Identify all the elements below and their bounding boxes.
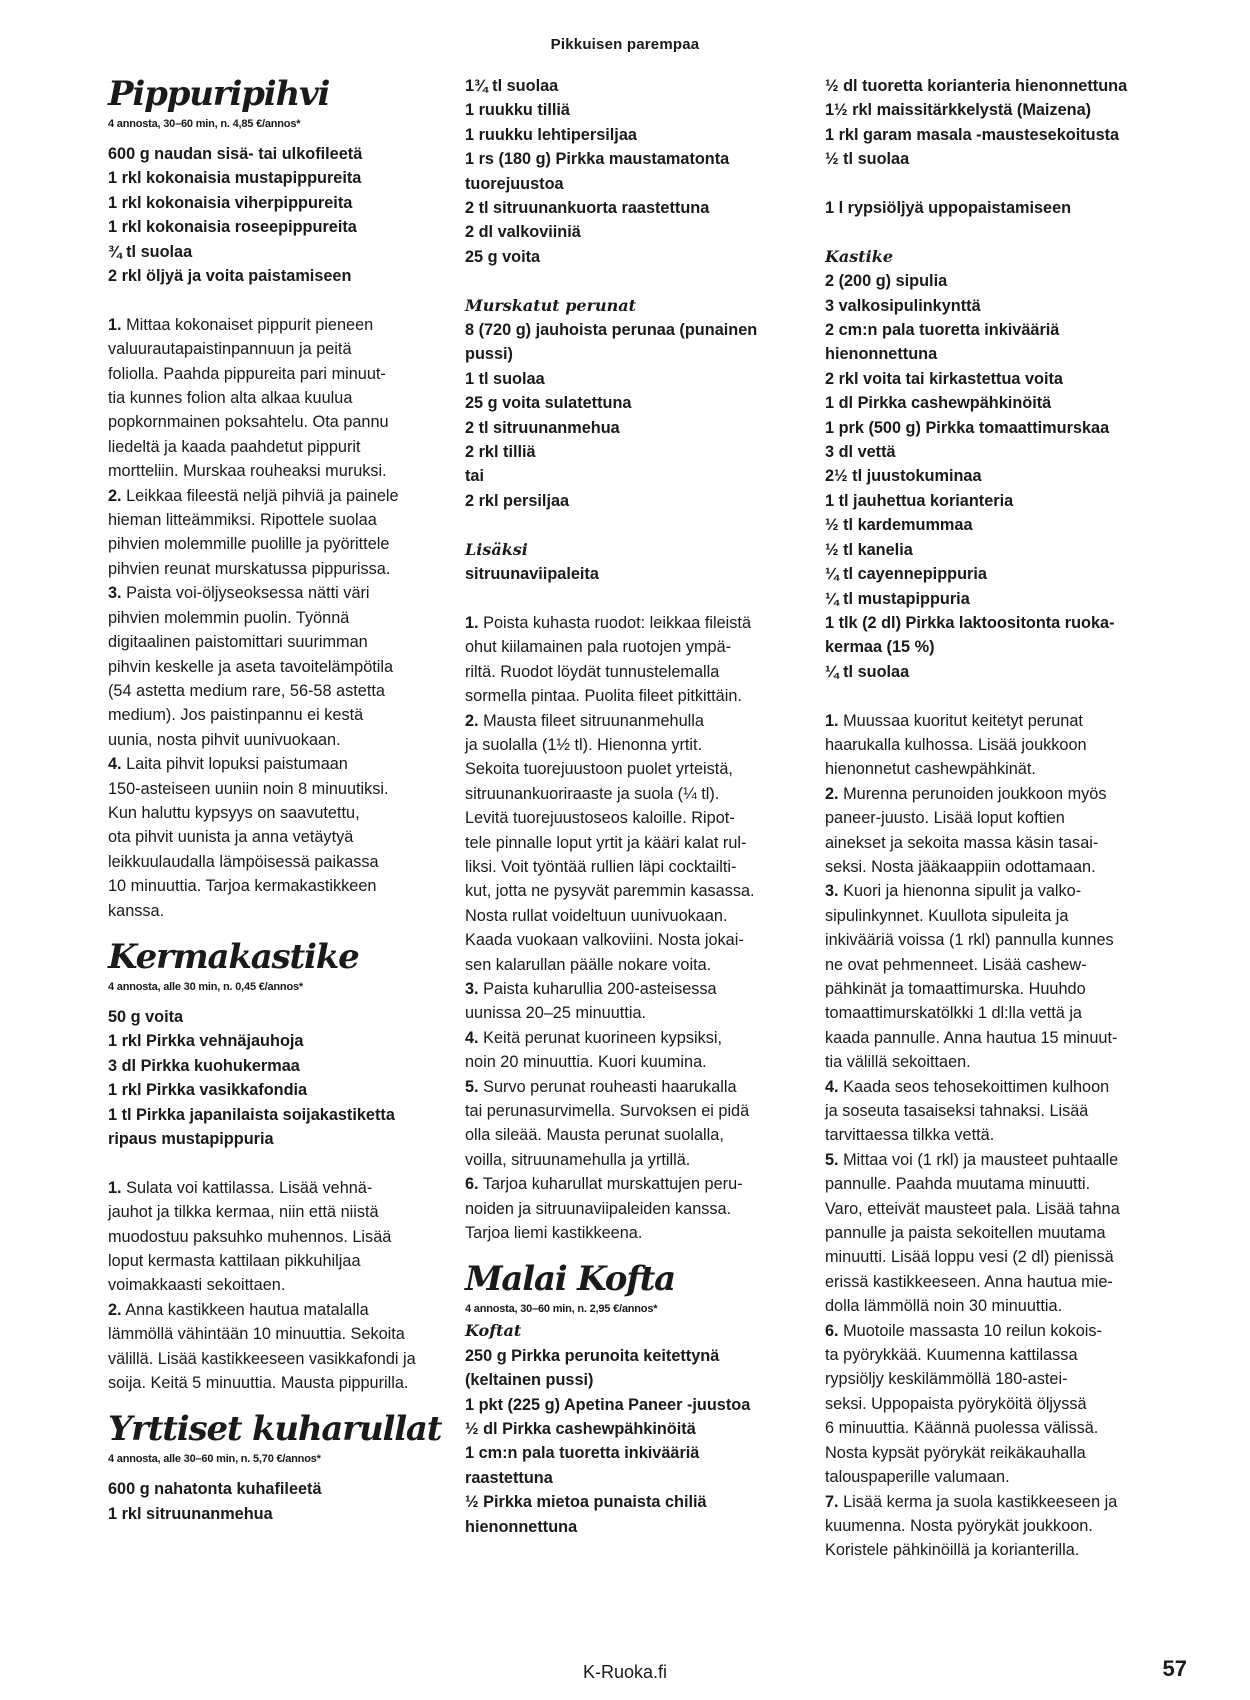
method-line: 5. Mittaa voi (1 rkl) ja mausteet puhtaalle (825, 1150, 1119, 1169)
method-line: rypsiöljy keskilämmöllä 180-astei- (825, 1370, 1068, 1389)
method-line: foliolla. Paahda pippureita pari minuut- (108, 364, 386, 383)
ingredient-line: ½ Pirkka mietoa punaista chiliä (465, 1493, 707, 1512)
method-line: ja suolalla (1½ tl). Hienonna yrtit. (465, 735, 703, 754)
method-line: välillä. Lisää kastikkeeseen vasikkafondi ja (108, 1349, 416, 1368)
step-number: 2. (465, 711, 479, 730)
recipe-meta: 4 annosta, alle 30–60 min, n. 5,70 €/annos* (108, 1453, 321, 1466)
ingredient-line: hienonnettuna (465, 1517, 578, 1536)
step-number: 3. (825, 882, 839, 901)
ingredient-line: 1¾ tl suolaa (465, 77, 559, 95)
method-line: mortteliin. Murskaa rouheaksi muruksi. (108, 462, 387, 481)
ingredient-line: 1 cm:n pala tuoretta inkivääriä (465, 1444, 700, 1463)
method-line: uunia, nosta pihvit uunivuokaan. (108, 730, 341, 749)
ingredient-line: 250 g Pirkka perunoita keitettynä (465, 1346, 720, 1365)
method-line: erissä kastikkeeseen. Anna hautua mie- (825, 1272, 1113, 1291)
ingredient-line: tai (465, 467, 485, 486)
step-number: 5. (465, 1077, 479, 1096)
ingredient-line: 1 rs (180 g) Pirkka maustamatonta (465, 150, 730, 169)
recipe-subheading: Kastike (825, 246, 894, 266)
method-line: hienonnetut cashewpähkinät. (825, 760, 1036, 779)
method-line: noin 20 minuuttia. Kuori kuumina. (465, 1053, 707, 1072)
ingredient-line: hienonnettuna (825, 345, 938, 364)
method-line: kuumenna. Nosta pyörykät joukkoon. (825, 1516, 1093, 1535)
spacer (108, 134, 443, 142)
ingredient-line: 2 rkl öljyä ja voita paistamiseen (108, 267, 352, 286)
spacer (465, 513, 800, 537)
ingredient-line: 2 (200 g) sipulia (825, 272, 948, 291)
method-line: kaada pannulle. Anna hautua 15 minuut- (825, 1028, 1118, 1047)
ingredient-line: ¼ tl suolaa (825, 662, 910, 681)
step-number: 7. (825, 1492, 839, 1511)
method-line: Nosta rullat voideltuun uunivuokaan. (465, 906, 728, 925)
method-line: olla sileää. Mausta perunat suolalla, (465, 1126, 724, 1145)
method-line: ota pihvit uunista ja anna vetäytyä (108, 828, 354, 847)
column-middle (465, 74, 800, 1539)
method-line: pihvien molemmin puolin. Työnnä (108, 608, 350, 627)
method-line: 6 minuuttia. Käännä puolessa välissä. (825, 1419, 1099, 1438)
method-line: 2. Mausta fileet sitruunanmehulla (465, 711, 704, 730)
ingredient-line: 1 ruukku tilliä (465, 101, 570, 120)
ingredient-line: 1 tl suolaa (465, 369, 545, 388)
method-line: sipulinkynnet. Kuullota sipuleita ja (825, 906, 1069, 925)
method-line: ne ovat pehmenneet. Lisää cashew- (825, 955, 1087, 974)
ingredient-line: 1 rkl garam masala -maustesekoitusta (825, 125, 1120, 144)
method-line: voilla, sitruunamehulla ja yrtillä. (465, 1150, 691, 1169)
method-line: kut, jotta ne pysyvät paremmin kasassa. (465, 882, 755, 901)
method-line: tarvittaessa tilkka vettä. (825, 1126, 995, 1145)
ingredient-line: ¼ tl mustapippuria (825, 589, 970, 608)
method-line: 1. Sulata voi kattilassa. Lisää vehnä- (108, 1178, 373, 1197)
recipe-meta: 4 annosta, alle 30 min, n. 0,45 €/annos* (108, 980, 303, 993)
spacer (108, 1395, 443, 1409)
step-number: 2. (825, 784, 839, 803)
method-line: ta pyörykkää. Kuumenna kattilassa (825, 1346, 1078, 1365)
method-line: pihvien reunat murskatussa pippurissa. (108, 559, 391, 578)
step-number: 6. (465, 1175, 479, 1194)
method-line: sen kalarullan päälle nokare voita. (465, 955, 712, 974)
method-line: uunissa 20–25 minuuttia. (465, 1004, 647, 1023)
ingredient-line: 2½ tl juustokuminaa (825, 467, 982, 486)
ingredient-line: 25 g voita sulatettuna (465, 394, 632, 413)
ingredient-line: ½ tl suolaa (825, 150, 910, 169)
method-line: Sekoita tuorejuustoon puolet yrteistä, (465, 760, 733, 779)
method-line: 10 minuuttia. Tarjoa kermakastikkeen (108, 877, 377, 896)
method-line: jauhot ja tilkka kermaa, niin että niistä (108, 1203, 379, 1222)
recipe-subheading: Lisäksi (465, 539, 528, 559)
method-line: 1. Muussaa kuoritut keitetyt perunat (825, 711, 1083, 730)
method-line: voimakkaasti sekoittaen. (108, 1276, 286, 1295)
method-line: minuutti. Lisää loppu vesi (2 dl) pienissä (825, 1248, 1114, 1267)
method-line: tai perunasurvimella. Survoksen ei pidä (465, 1102, 750, 1121)
ingredient-line: 2 cm:n pala tuoretta inkivääriä (825, 321, 1060, 340)
ingredient-line: 1 rkl kokonaisia roseepippureita (108, 218, 357, 237)
column-left (108, 74, 443, 1526)
method-line: Kun haluttu kypsyys on saavutettu, (108, 803, 360, 822)
ingredient-line: ½ dl tuoretta korianteria hienonnettuna (825, 77, 1128, 95)
step-number: 2. (108, 1300, 122, 1319)
ingredient-line: 2 rkl tilliä (465, 443, 536, 462)
ingredient-line: 1 tlk (2 dl) Pirkka laktoositonta ruoka- (825, 613, 1115, 632)
recipe-title: Yrttiset kuharullat (108, 1409, 442, 1450)
method-line: 2. Anna kastikkeen hautua matalalla (108, 1300, 369, 1319)
method-line: 3. Paista voi-öljyseoksessa nätti väri (108, 584, 370, 603)
recipe-meta: 4 annosta, 30–60 min, n. 4,85 €/annos* (108, 118, 301, 130)
ingredient-line: 600 g nahatonta kuhafileetä (108, 1480, 322, 1499)
ingredient-line: 1 ruukku lehtipersiljaa (465, 125, 637, 144)
spacer (465, 587, 800, 611)
method-line: 5. Survo perunat rouheasti haarukalla (465, 1077, 737, 1096)
method-line: Nosta kypsät pyörykät reikäkauhalla (825, 1443, 1086, 1462)
step-number: 3. (465, 979, 479, 998)
step-number: 1. (108, 315, 122, 334)
method-line: dolla lämmöllä noin 30 minuuttia. (825, 1297, 1063, 1316)
method-line: 1. Mittaa kokonaiset pippurit pieneen (108, 315, 374, 334)
method-line: Levitä tuorejuustoseos kaloille. Ripot- (465, 809, 735, 828)
ingredient-line: 1 tl Pirkka japanilaista soijakastiketta (108, 1105, 395, 1124)
recipe-subheading: Koftat (465, 1321, 522, 1341)
step-number: 4. (825, 1077, 839, 1096)
method-line: 3. Kuori ja hienonna sipulit ja valko- (825, 882, 1082, 901)
spacer (108, 1151, 443, 1175)
recipe-meta: 4 annosta, 30–60 min, n. 2,95 €/annos* (465, 1303, 658, 1316)
ingredient-line: 1 dl Pirkka cashewpähkinöitä (825, 394, 1052, 413)
ingredient-line: 1 pkt (225 g) Apetina Paneer -juustoa (465, 1395, 751, 1414)
method-line: inkivääriä voissa (1 rkl) pannulla kunnes (825, 931, 1114, 950)
method-line: liedeltä ja kaada paahdetut pippurit (108, 437, 361, 456)
ingredient-line: kermaa (15 %) (825, 638, 935, 657)
method-line: pannulle. Paahda muutama minuutti. (825, 1175, 1091, 1194)
method-line: 6. Muotoile massasta 10 reilun kokois- (825, 1321, 1102, 1340)
ingredient-line: (keltainen pussi) (465, 1371, 594, 1390)
ingredient-line: 2 rkl persiljaa (465, 491, 570, 510)
spacer (825, 684, 1160, 708)
method-line: pähkinät ja tomaattimurska. Huuhdo (825, 979, 1086, 998)
step-number: 1. (108, 1178, 122, 1197)
ingredient-line: 8 (720 g) jauhoista perunaa (punainen (465, 321, 758, 340)
method-line: talouspaperille valumaan. (825, 1468, 1010, 1487)
ingredient-line: pussi) (465, 345, 513, 364)
ingredient-line: 1 rkl kokonaisia mustapippureita (108, 169, 362, 188)
method-line: 4. Laita pihvit lopuksi paistumaan (108, 755, 348, 774)
method-line: liksi. Voit työntää rullien läpi cocktailti- (465, 857, 737, 876)
footer-site: K-Ruoka.fi (582, 1662, 668, 1682)
ingredient-line: ¾ tl suolaa (108, 242, 193, 261)
method-line: soija. Keitä 5 minuuttia. Mausta pippurilla. (108, 1374, 409, 1393)
ingredient-line: ½ tl kardemummaa (825, 516, 973, 535)
ingredient-line: 25 g voita (465, 247, 541, 266)
method-line: haarukalla kulhossa. Lisää joukkoon (825, 735, 1087, 754)
method-line: tia välillä sekoittaen. (825, 1053, 971, 1072)
method-line: leikkuulaudalla lämpöisessä paikassa (108, 852, 379, 871)
recipe-title: Malai Kofta (465, 1259, 676, 1300)
method-line: tomaattimurskatölkki 1 dl:lla vettä ja (825, 1004, 1082, 1023)
ingredient-line: 3 dl Pirkka kuohukermaa (108, 1056, 300, 1075)
ingredient-line: sitruunaviipaleita (465, 565, 599, 584)
method-line: Tarjoa liemi kastikkeena. (465, 1224, 643, 1243)
spacer (825, 172, 1160, 196)
method-line: 2. Murenna perunoiden joukkoon myös (825, 784, 1107, 803)
spacer (465, 269, 800, 293)
method-line: 7. Lisää kerma ja suola kastikkeeseen ja (825, 1492, 1118, 1511)
ingredient-line: ½ dl Pirkka cashewpähkinöitä (465, 1420, 696, 1439)
ingredient-line: 1 rkl kokonaisia viherpippureita (108, 193, 353, 212)
ingredient-line: raastettuna (465, 1468, 553, 1487)
method-line: muodostuu paksuhko muhennos. Lisää (108, 1227, 392, 1246)
spacer (108, 923, 443, 937)
method-line: 150-asteiseen uuniin noin 8 minuutiksi. (108, 779, 389, 798)
recipe-title: Pippuripihvi (108, 74, 330, 114)
ingredient-line: 1 rkl Pirkka vasikkafondia (108, 1081, 308, 1100)
method-line: pannulle ja paista sekoitellen muutama (825, 1224, 1106, 1243)
ingredient-line: 1 l rypsiöljyä uppopaistamiseen (825, 199, 1072, 218)
ingredient-line: 3 dl vettä (825, 443, 896, 462)
method-line: 4. Kaada seos tehosekoittimen kulhoon (825, 1077, 1110, 1096)
method-line: Kaada vuokaan valkoviini. Nosta jokai- (465, 931, 744, 950)
ingredient-line: 1 rkl sitruunanmehua (108, 1504, 273, 1523)
ingredient-line: ½ tl kanelia (825, 540, 913, 559)
method-line: digitaalinen paistomittari suurimman (108, 633, 368, 652)
ingredient-line: ripaus mustapippuria (108, 1130, 274, 1149)
ingredient-line: 2 dl valkoviiniä (465, 223, 581, 242)
method-line: tia kunnes folion alta alkaa kuulua (108, 389, 353, 408)
method-line: valuurautapaistinpannuun ja peitä (108, 340, 352, 359)
ingredient-line: 1 rkl Pirkka vehnäjauhoja (108, 1032, 304, 1051)
recipe-subheading: Murskatut perunat (465, 295, 637, 315)
spacer (465, 1245, 800, 1259)
method-line: paneer-juusto. Lisää loput koftien (825, 809, 1065, 828)
step-number: 1. (465, 613, 479, 632)
step-number: 3. (108, 584, 122, 603)
ingredient-line: 2 rkl voita tai kirkastettua voita (825, 369, 1063, 388)
column-right (825, 74, 1160, 1563)
page-header: Pikkuisen parempaa (550, 36, 700, 53)
ingredient-line: 1 prk (500 g) Pirkka tomaattimurskaa (825, 418, 1110, 437)
method-line: 4. Keitä perunat kuorineen kypsiksi, (465, 1028, 723, 1047)
method-line: (54 astetta medium rare, 56-58 astetta (108, 681, 385, 700)
method-line: pihvien molemmille puolille ja pyörittele (108, 535, 390, 554)
method-line: kanssa. (108, 901, 165, 920)
spacer (825, 220, 1160, 244)
ingredient-line: 50 g voita (108, 1007, 184, 1026)
method-line: riltä. Ruodot löydät tunnustelemalla (465, 662, 720, 681)
method-line: 6. Tarjoa kuharullat murskattujen peru- (465, 1175, 743, 1194)
step-number: 5. (825, 1150, 839, 1169)
spacer (108, 997, 443, 1005)
ingredient-line: 1½ rkl maissitärkkelystä (Maizena) (825, 101, 1092, 120)
method-line: lämmöllä vähintään 10 minuuttia. Sekoita (108, 1325, 405, 1344)
method-line: popkornmainen poksahtelu. Ota pannu (108, 413, 389, 432)
method-line: hieman litteämmiksi. Ripottele suolaa (108, 511, 377, 530)
method-line: pihvin keskelle ja aseta tavoitelämpötila (108, 657, 394, 676)
ingredient-line: 3 valkosipulinkynttä (825, 296, 981, 315)
method-line: ohut kiilamainen pala ruotojen ympä- (465, 638, 732, 657)
ingredient-line: 600 g naudan sisä- tai ulkofileetä (108, 145, 363, 163)
step-number: 6. (825, 1321, 839, 1340)
method-line: Varo, etteivät mausteet pala. Lisää tahna (825, 1199, 1120, 1218)
step-number: 4. (108, 755, 122, 774)
method-line: seksi. Nosta jääkaappiin odottamaan. (825, 857, 1096, 876)
step-number: 2. (108, 486, 122, 505)
method-line: 1. Poista kuhasta ruodot: leikkaa fileistä (465, 613, 752, 632)
ingredient-line: tuorejuustoa (465, 174, 564, 193)
method-line: medium). Jos paistinpannu ei kestä (108, 706, 364, 725)
method-line: Koristele pähkinöillä ja korianterilla. (825, 1541, 1080, 1560)
ingredient-line: 1 tl jauhettua korianteria (825, 491, 1014, 510)
spacer (108, 288, 443, 312)
ingredient-line: 2 tl sitruunanmehua (465, 418, 620, 437)
ingredient-line: ¼ tl cayennepippuria (825, 565, 987, 584)
recipe-title: Kermakastike (108, 936, 359, 977)
method-line: noiden ja sitruunaviipaleiden kanssa. (465, 1199, 732, 1218)
method-line: loput kermasta kattilaan pikkuhiljaa (108, 1252, 361, 1271)
method-line: sormella pintaa. Puolita fileet pitkittäin. (465, 687, 742, 706)
step-number: 1. (825, 711, 839, 730)
method-line: seksi. Uppopaista pyöryköitä öljyssä (825, 1394, 1087, 1413)
ingredient-line: 2 tl sitruunankuorta raastettuna (465, 199, 710, 218)
method-line: tele pinnalle loput yrtit ja kääri kalat rul- (465, 833, 747, 852)
method-line: ainekset ja sekoita massa käsin tasai- (825, 833, 1099, 852)
method-line: sitruunankuoriraaste ja suola (¼ tl). (465, 784, 720, 803)
step-number: 4. (465, 1028, 479, 1047)
method-line: 2. Leikkaa fileestä neljä pihviä ja painele (108, 486, 399, 505)
page-number: 57 (1162, 1656, 1187, 1681)
method-line: ja soseuta tasaiseksi tahnaksi. Lisää (825, 1102, 1089, 1121)
spacer (108, 1469, 443, 1477)
method-line: 3. Paista kuharullia 200-asteisessa (465, 979, 717, 998)
